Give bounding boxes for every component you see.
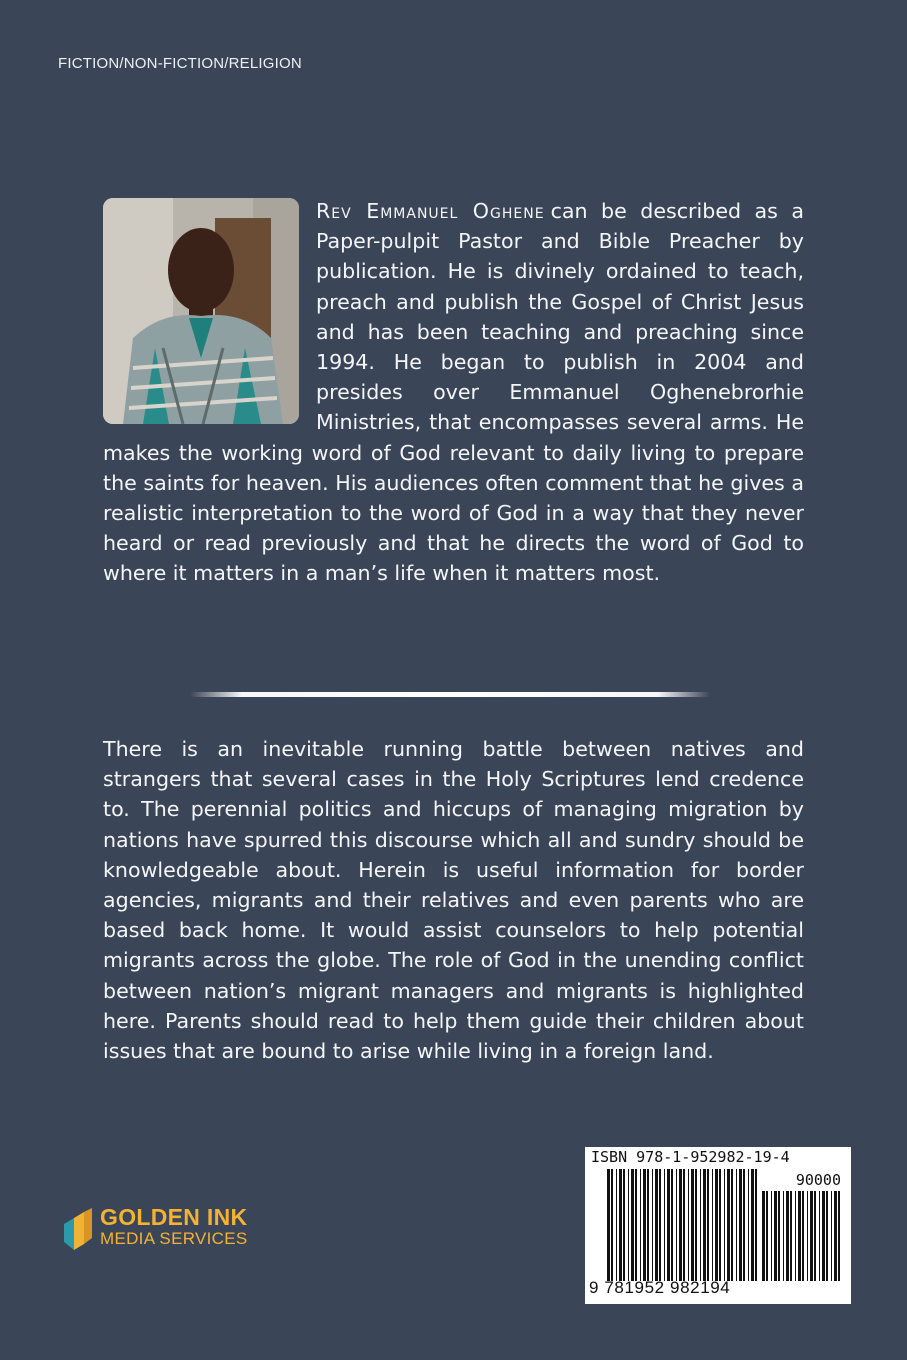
author-bio-text: can be described as a Paper-pulpit Pastor and Bible Preacher by publication. He is divinely ordained to teach, preach and publish the Gospel of Christ Jesus and has been teaching and preaching since 1994. He began to publish in 2004 and presides over Emmanuel Oghenebrorhie Ministries, that encompasses several arms. He makes the working word of God relevant to daily living to prepare the saints for heaven. His audiences often comment that he gives a realistic interpretation to the word of God in a way that they never heard or read previously and that he directs the word of God to where it matters in a man’s life when it matters most.: [103, 199, 804, 586]
barcode-digits: 9 781952 982194: [589, 1278, 731, 1297]
author-name: Rev Emmanuel Oghene: [316, 199, 545, 223]
author-photo: [103, 198, 299, 424]
author-bio-section: [103, 196, 804, 589]
isbn-label: ISBN 978-1-952982-19-4: [591, 1148, 790, 1166]
publisher-logo: [60, 1202, 300, 1262]
book-blurb: There is an inevitable running battle between natives and strangers that several cases in the Holy Scriptures lend credence to. The perennial politics and hiccups of managing migration by nations have spurred this discourse which all and sundry should be knowledgeable about. Herein is useful information for border agencies, migrants and their relatives and even parents who are based back home. It would assist counselors to help potential migrants across the globe. The role of God in the unending conflict between nation’s migrant managers and migrants is highlighted here. Parents should read to help them guide their children about issues that are bound to arise while living in a foreign land.: [103, 737, 804, 1064]
publisher-name: GOLDEN INK: [100, 1204, 248, 1230]
golden-ink-logo-icon: [60, 1204, 94, 1252]
barcode-bars: [607, 1169, 757, 1281]
addon-barcode-bars: [762, 1191, 842, 1281]
book-category: FICTION/NON-FICTION/RELIGION: [58, 55, 302, 72]
isbn-barcode: [585, 1147, 851, 1304]
section-divider: [190, 692, 710, 697]
price-code: 90000: [795, 1171, 841, 1189]
publisher-subtitle: MEDIA SERVICES: [100, 1229, 248, 1248]
